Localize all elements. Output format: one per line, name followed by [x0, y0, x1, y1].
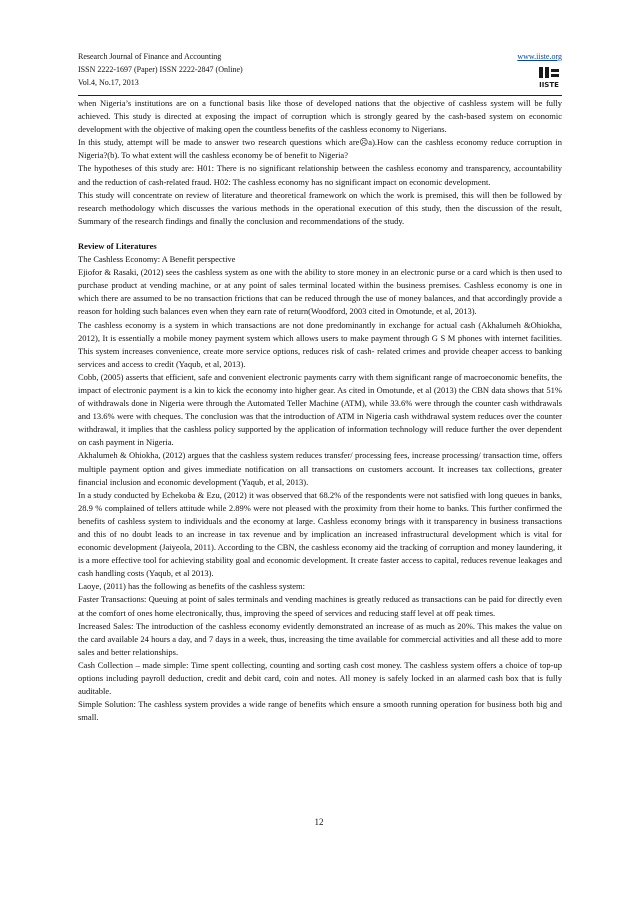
journal-title: Research Journal of Finance and Accounting [78, 52, 222, 61]
body-paragraph: Cobb, (2005) asserts that efficient, safe and convenient electronic payments carry with them significant range of macroeconomic benefits, the impact of electronic payment is a kin to kick the economy into higher gear. As cited in Omotunde, et al (2013) the CBN data shows that 51% of withdrawals done in Nigeria were through the Automated Teller Machine (ATM), while 33.6% were through the counter cash withdrawals and 13.6% were with cheques. The conclusion was that the introduction of ATM in Nigeria cash withdrawal system reduces over the counter withdrawal, it implies that the cashless policy supported by the application of information technology will reduce further the over dependent on cash payment in Nigeria. [78, 371, 562, 448]
article-body [78, 97, 562, 724]
section-gap [78, 228, 562, 240]
structure-paragraph: This study will concentrate on review of literature and theoretical framework on which the work is premised, this will then be followed by research methodology which discusses the various methods in the operational execution of this study, then the discussion of the result, Summary of the research findings and finally the conclusion and recommendations of the study. [78, 189, 562, 226]
section-heading: Review of Literatures [78, 240, 157, 251]
issn-line: ISSN 2222-1697 (Paper) ISSN 2222-2847 (Online) [78, 65, 243, 74]
logo-text: IISTE [539, 81, 559, 89]
page-number: 12 [314, 817, 324, 827]
volume-line: Vol.4, No.17, 2013 [78, 78, 139, 87]
page-header [78, 50, 562, 94]
body-paragraph: Ejiofor & Rasaki, (2012) sees the cashless system as one with the ability to store money in an electronic purse or a card which is then used to purchase product at vending machine, or at any point of sales terminal located within the business premises. Cashless economy is one in which there are assumed to be no transaction frictions that can be reduced through the use of money balances, and that accordingly provide a reason for holding such balances even when they earn rate of return(Woodford, 2003 cited in Omotunde, et al, 2013). [78, 267, 562, 317]
body-paragraph: The cashless economy is a system in which transactions are not done predominantly in exchange for actual cash (Akhalumeh &Ohiokha, 2012), It is essentially a mobile money payment system which allows users to make payment through G S M phones with internet facilities. This system increases convenience, create more service options, reduces risk of cash- related crimes and provide cheaper access to banking services and access to credit (Yaqub, et al, 2013). [78, 319, 562, 369]
research-questions-paragraph: In this study, attempt will be made to answer two research questions which are☹a).How can the cashless economy reduce corruption in Nigeria?(b). To what extent will the cashless economy be of benefit to Nigeria? [78, 137, 562, 161]
header-divider [78, 95, 562, 96]
subsection-heading: The Cashless Economy: A Benefit perspective [78, 254, 236, 265]
benefit-paragraph: Faster Transactions: Queuing at point of sales terminals and vending machines is greatly reduced as transactions can be paid for directly even at the comfort of ones home electronically, thus, improving the speed of services and reducing staff level at off peak times. [78, 594, 562, 618]
journal-url-link[interactable]: www.iiste.org [517, 52, 562, 61]
body-paragraph: Laoye, (2011) has the following as benefits of the cashless system: [78, 581, 306, 592]
body-paragraph: Akhalumeh & Ohiokha, (2012) argues that the cashless system reduces transfer/ processing fees, increase processing/ transaction time, offers multiple payment option and gives immediate notification on all transactions on customers account. It increases tax collections, greater financial inclusion and economic development (Yaqub, et al, 2013). [78, 450, 562, 487]
iiste-logo [536, 64, 562, 90]
hypotheses-paragraph: The hypotheses of this study are: H01: There is no significant relationship between the cashless economy and transparency, accountability and the reduction of cash-related fraud. H02: The cashless economy has no significant impact on economic development. [78, 163, 562, 187]
intro-paragraph: when Nigeria’s institutions are on a functional basis like those of developed nations that the objective of cashless system will be fully achieved. This study is directed at exposing the impact of corruption which is strongly geared by the cash-based system on economic development with the objective of making open the countless benefits of the cashless economy to Nigerians. [78, 98, 562, 135]
benefit-paragraph: Increased Sales: The introduction of the cashless economy evidently demonstrated an increase of as much as 20%. This makes the value on the card available 24 hours a day, and 7 days in a week, thus, increasing the time available for commercial activities and all these add to more sales and better relationships. [78, 620, 562, 657]
benefit-paragraph: Cash Collection – made simple: Time spent collecting, counting and sorting cash cost money. The cashless system offers a choice of top-up options including payroll deduction, credit and debit card, coin and notes. All money is safely locked in an alarmed cash box that is fully auditable. [78, 659, 562, 697]
body-paragraph: In a study conducted by Echekoba & Ezu, (2012) it was observed that 68.2% of the respondents were not satisfied with long queues in banks, 28.9 % complained of tellers attitude while 2.89% were not pleased with the proximity from their home to banks. This further confirmed the benefits of cashless system to individuals and the economy at large. Cashless economy brings with it transparency in business transactions and this of no doubt leads to an increase in tax revenue and by implication an increased infrastructural development which is vital for economic development (Jaiyeola, 2011). According to the CBN, the cashless economy aid the tracking of corruption and money laundering, it is a more effective tool for achieving stability goal and economic development. It create faster access to capital, reduces revenue leakages and cash handling costs (Yaqub, et al 2013). [78, 489, 562, 579]
benefit-paragraph: Simple Solution: The cashless system provides a wide range of benefits which ensure a smooth running operation for business both big and small. [78, 699, 562, 723]
